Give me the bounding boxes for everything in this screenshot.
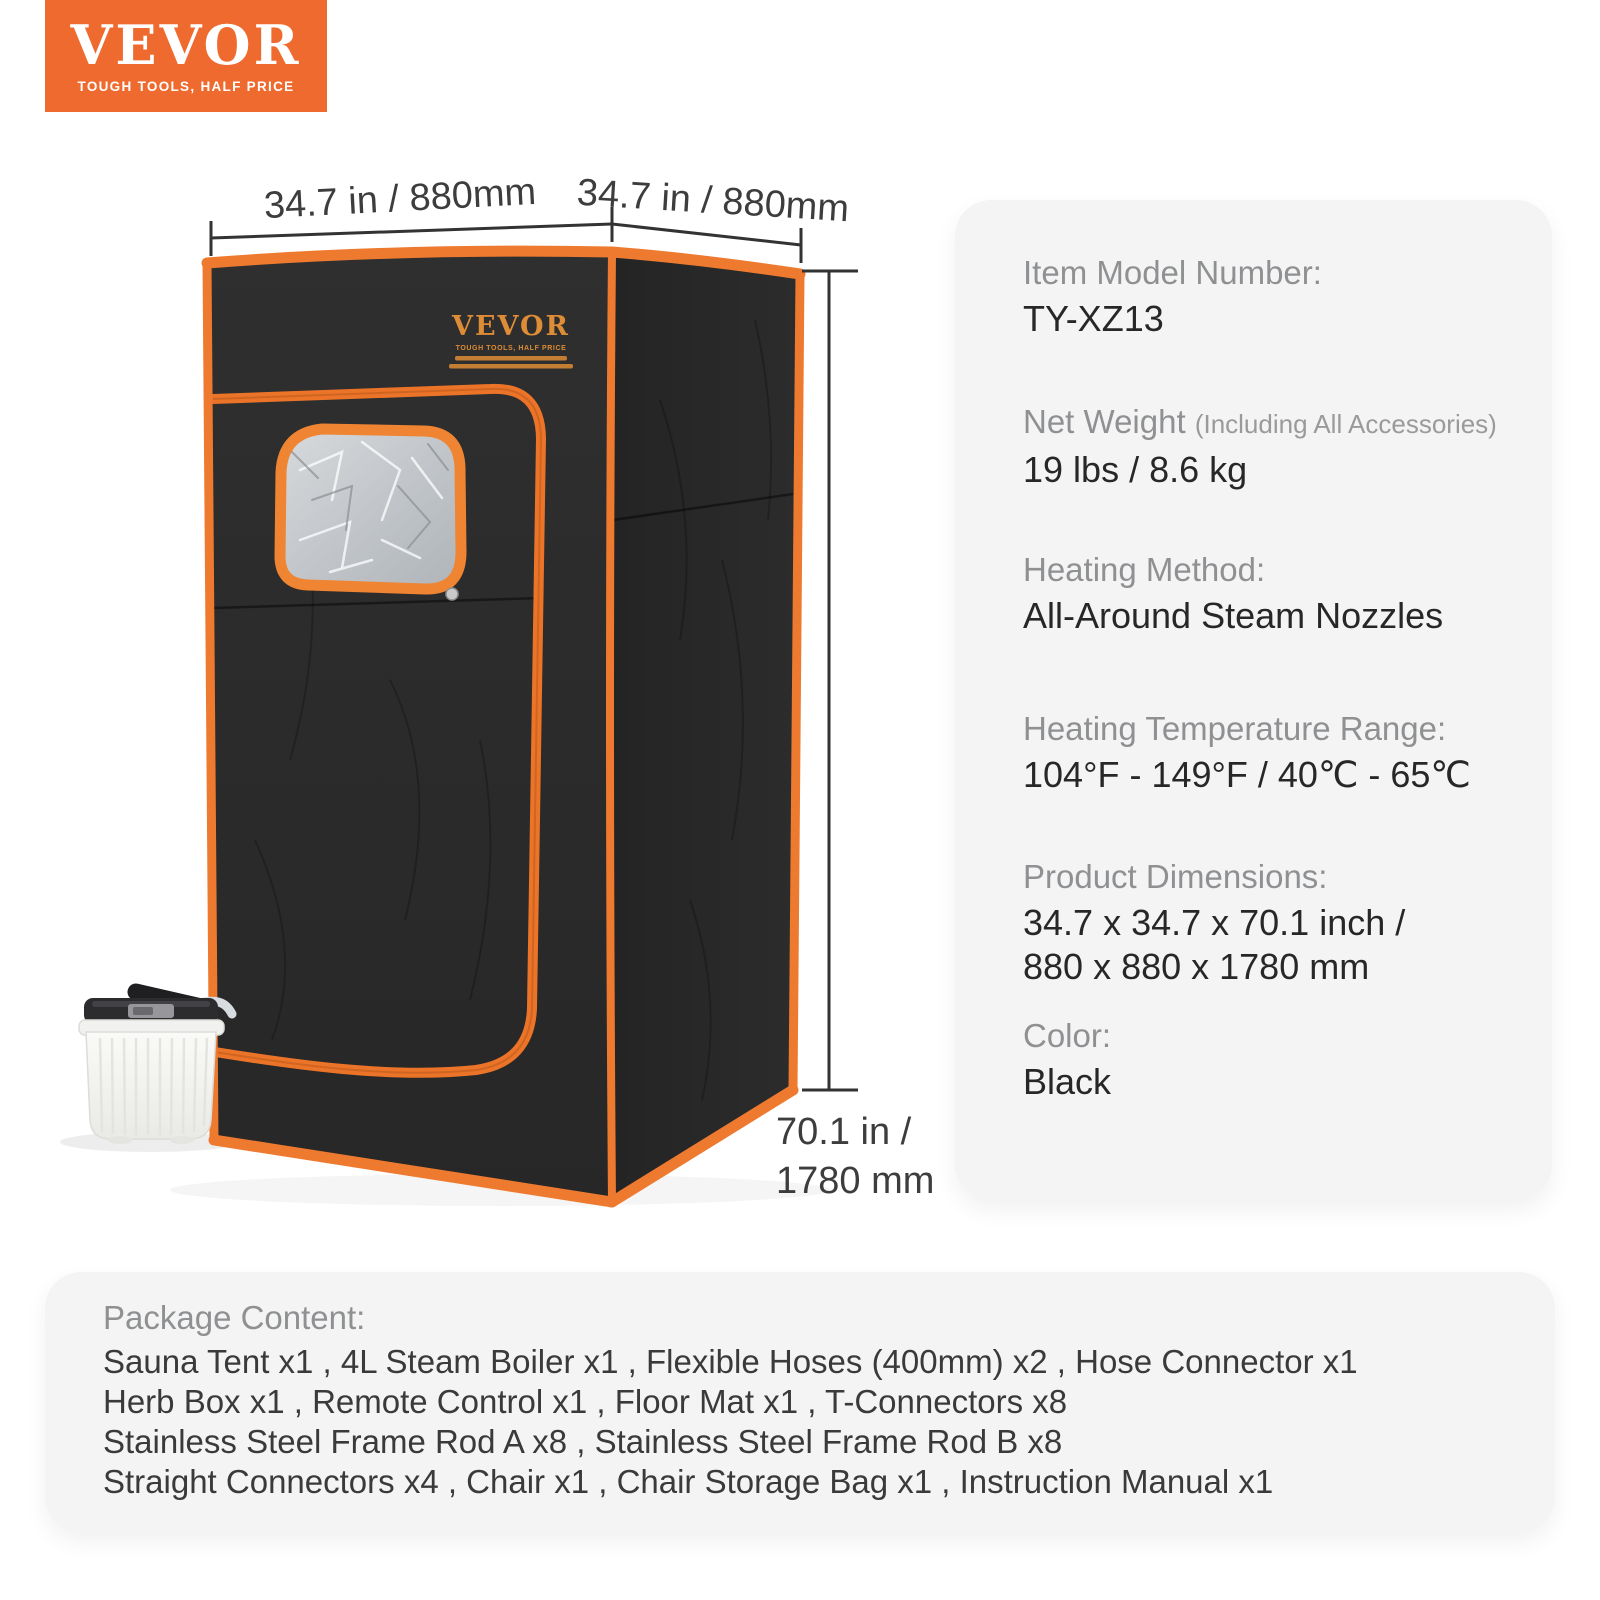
package-content-panel xyxy=(45,1272,1555,1532)
package-content-line: Stainless Steel Frame Rod A x8 , Stainless Steel Frame Rod B x8 xyxy=(103,1423,1063,1460)
spec-net-weight xyxy=(1023,402,1512,492)
spec-value: 104°F - 149°F / 40℃ - 65℃ xyxy=(1023,754,1471,795)
spec-panel xyxy=(955,200,1552,1200)
package-content-line: Herb Box x1 , Remote Control x1 , Floor Mat x1 , T-Connectors x8 xyxy=(103,1383,1068,1420)
tent-brand-fineprint-line xyxy=(449,364,573,369)
steam-boiler xyxy=(79,992,232,1144)
spec-product-dimensions xyxy=(1023,857,1512,989)
package-content-list xyxy=(103,1342,1515,1502)
spec-label: Heating Method: xyxy=(1023,551,1266,588)
spec-label: Color: xyxy=(1023,1017,1112,1054)
spec-label xyxy=(1023,402,1512,444)
width-dim-line-side xyxy=(612,224,801,245)
tent-brand-fineprint-line xyxy=(455,356,567,361)
dim-label-width-front: 34.7 in / 880mm xyxy=(262,170,538,228)
package-content-line: Sauna Tent x1 , 4L Steam Boiler x1 , Flexible Hoses (400mm) x2 , Hose Connector x1 xyxy=(103,1343,1358,1380)
brand-logo-tagline: TOUGH TOOLS, HALF PRICE xyxy=(77,79,295,94)
tent-brand-word: VEVOR xyxy=(452,311,570,342)
package-content-title: Package Content: xyxy=(103,1299,366,1336)
tent-brand-tagline: TOUGH TOOLS, HALF PRICE xyxy=(455,345,567,352)
spec-value: All-Around Steam Nozzles xyxy=(1023,595,1444,636)
spec-value: Black xyxy=(1023,1061,1112,1102)
spec-label: Item Model Number: xyxy=(1023,254,1322,291)
spec-value-line1: 34.7 x 34.7 x 70.1 inch / xyxy=(1023,902,1406,943)
brand-logo-wordmark: VEVOR xyxy=(70,13,302,77)
spec-item-model xyxy=(1023,253,1512,341)
tent-brand-print xyxy=(449,311,573,369)
spec-value xyxy=(1023,901,1512,989)
spec-value: 19 lbs / 8.6 kg xyxy=(1023,449,1248,490)
spec-value-line2: 880 x 880 x 1780 mm xyxy=(1023,946,1370,987)
boiler-display xyxy=(133,1007,153,1015)
boiler-foot xyxy=(108,1136,132,1144)
spec-temperature-range xyxy=(1023,709,1512,797)
spec-label-main: Net Weight xyxy=(1023,403,1186,440)
window-zipper-pull xyxy=(446,588,458,600)
spec-label-note: (Including All Accessories) xyxy=(1194,409,1497,439)
spec-value: TY-XZ13 xyxy=(1023,298,1164,339)
dim-label-height-line2: 1780 mm xyxy=(776,1160,935,1202)
tent-side-face xyxy=(612,252,800,1202)
spec-label: Heating Temperature Range: xyxy=(1023,710,1447,747)
boiler-foot xyxy=(170,1136,194,1144)
dim-label-height-line1: 70.1 in / xyxy=(776,1111,912,1153)
dim-label-width-side: 34.7 in / 880mm xyxy=(575,171,851,231)
package-content-line: Straight Connectors x4 , Chair x1 , Chair Storage Bag x1 , Instruction Manual x1 xyxy=(103,1463,1274,1500)
dim-label-height xyxy=(776,1108,934,1206)
spec-heating-method xyxy=(1023,550,1512,638)
spec-color xyxy=(1023,1016,1512,1104)
spec-label: Product Dimensions: xyxy=(1023,858,1328,895)
